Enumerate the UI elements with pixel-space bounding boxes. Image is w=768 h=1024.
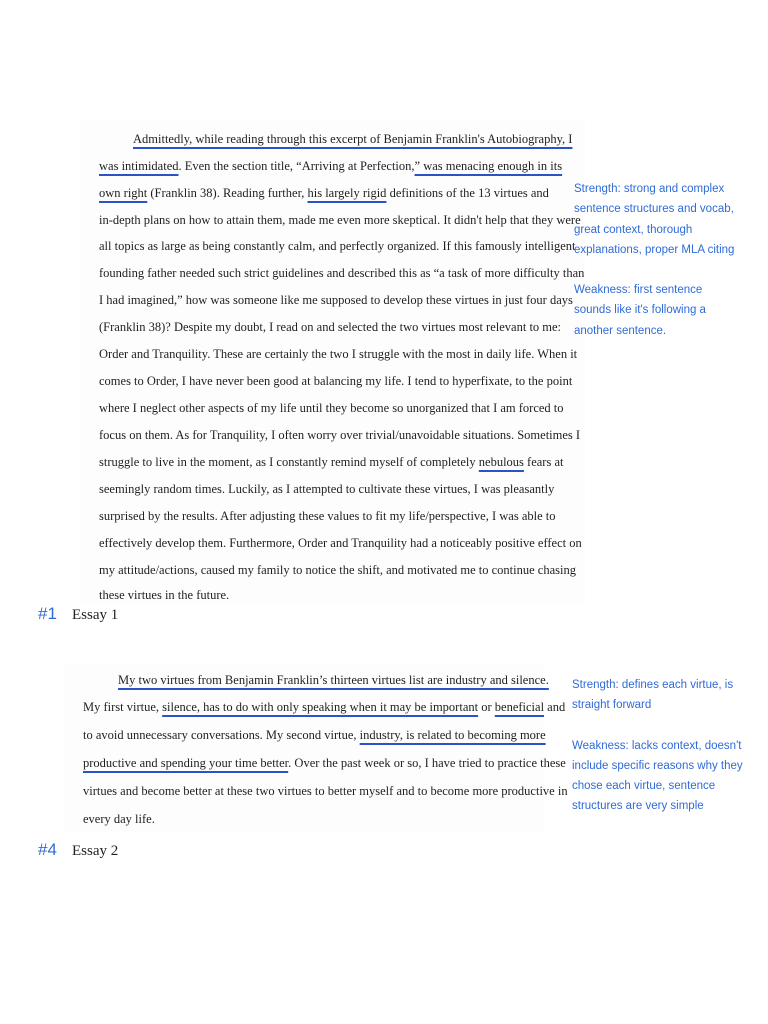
- text-segment: (Franklin 38). Reading further,: [147, 186, 308, 200]
- essay-1-feedback: [574, 179, 742, 341]
- text-segment: these virtues in the future.: [99, 588, 230, 602]
- essay-2-line: [118, 672, 549, 688]
- essay-1-line: [99, 481, 554, 497]
- essay-1-line: [99, 373, 572, 389]
- underlined-text: ” was menacing enough in its: [414, 159, 563, 173]
- essay-1-line: [99, 265, 584, 281]
- essay-1-caption: Essay 1: [72, 607, 119, 623]
- text-segment: (Franklin 38)? Despite my doubt, I read on and selected the two virtues most relevant to me:: [99, 320, 562, 334]
- text-segment: in-depth plans on how to attain them, made me even more skeptical. It didn't help that they were: [99, 213, 581, 227]
- essay-2-rank-marker: #4: [38, 840, 57, 859]
- essay-1-line: [99, 158, 562, 174]
- underlined-text: his largely rigid: [307, 186, 387, 200]
- essay-1-line: [99, 587, 229, 603]
- essay-1-line: [99, 562, 576, 578]
- essay-1-line: [99, 535, 582, 551]
- text-segment: I had imagined,” how was someone like me supposed to develop these virtues in just four days: [99, 293, 573, 307]
- text-segment: virtues and become better at these two virtues to better myself and to become more productive in: [83, 784, 568, 798]
- essay-2-line: [83, 699, 565, 715]
- essay-1-weakness: Weakness: first sentence sounds like it's following a another sentence.: [574, 284, 706, 337]
- text-segment: struggle to live in the moment, as I constantly remind myself of completely: [99, 455, 479, 469]
- essay-1-line: [99, 400, 564, 416]
- text-segment: definitions of the 13 virtues and: [386, 186, 549, 200]
- text-segment: to avoid unnecessary conversations. My second virtue,: [83, 728, 360, 742]
- essay-1-rank-marker: #1: [38, 604, 57, 623]
- text-segment: focus on them. As for Tranquility, I often worry over trivial/unavoidable situations. Sometimes I: [99, 428, 581, 442]
- essay-2-line: [83, 727, 546, 743]
- essay-2-feedback: [572, 675, 748, 817]
- text-segment: comes to Order, I have never been good at balancing my life. I tend to hyperfixate, to the point: [99, 374, 573, 388]
- essay-1-line: [99, 346, 577, 362]
- text-segment: founding father needed such strict guidelines and described this as “a task of more difficulty than: [99, 266, 585, 280]
- underlined-text: own right: [99, 186, 148, 200]
- essay-2-line: [83, 811, 155, 827]
- text-segment: my attitude/actions, caused my family to notice the shift, and motivated me to continue chasing: [99, 563, 576, 577]
- underlined-text: beneficial: [494, 700, 545, 714]
- essay-1-line: [99, 454, 563, 470]
- text-segment: surprised by the results. After adjusting these values to fit my life/perspective, I was able to: [99, 509, 556, 523]
- text-segment: effectively develop them. Furthermore, Order and Tranquility had a noticeably positive effect on: [99, 536, 582, 550]
- text-segment: . Even the section title, “Arriving at Perfection,: [178, 159, 415, 173]
- text-segment: all topics as large as being constantly calm, and perfectly organized. If this famously intelligent: [99, 239, 576, 253]
- text-segment: Order and Tranquility. These are certainly the two I struggle with the most in daily life. When it: [99, 347, 578, 361]
- text-segment: and: [544, 700, 566, 714]
- underlined-text: industry, is related to becoming more: [359, 728, 546, 742]
- text-segment: . Over the past week or so, I have tried to practice these: [288, 756, 566, 770]
- essay-1-line: [99, 185, 549, 201]
- essay-2-excerpt: [64, 663, 568, 833]
- text-segment: fears at: [523, 455, 564, 469]
- essay-1-line: [99, 319, 561, 335]
- underlined-text: My two virtues from Benjamin Franklin’s thirteen virtues list are industry and silence.: [118, 673, 549, 687]
- essay-2-line: [83, 783, 568, 799]
- text-segment: seemingly random times. Luckily, as I attempted to cultivate these virtues, I was pleasantly: [99, 482, 555, 496]
- underlined-text: Admittedly, while reading through this excerpt of Benjamin Franklin's Autobiography, I: [133, 132, 573, 146]
- essay-1-line: [99, 292, 573, 308]
- essay-1-strength: Strength: strong and complex sentence structures and vocab, great context, thorough explanations, proper MLA citing: [574, 183, 735, 256]
- text-segment: where I neglect other aspects of my life until they become so unorganized that I am forced to: [99, 401, 564, 415]
- essay-1-line: [99, 508, 555, 524]
- essay-1-line: [99, 427, 580, 443]
- underlined-text: silence, has to do with only speaking when it may be important: [162, 700, 479, 714]
- essay-1-line: [133, 131, 572, 147]
- essay-1-excerpt: [80, 120, 585, 604]
- text-segment: every day life.: [83, 812, 155, 826]
- underlined-text: nebulous: [478, 455, 524, 469]
- essay-2-line: [83, 755, 566, 771]
- underlined-text: productive and spending your time better: [83, 756, 289, 770]
- essay-1-line: [99, 238, 575, 254]
- essay-2-weakness: Weakness: lacks context, doesn't include specific reasons why they chose each virtue, sentence structures are very simple: [572, 739, 743, 813]
- essay-2-caption: Essay 2: [72, 843, 119, 859]
- text-segment: My first virtue,: [83, 700, 163, 714]
- underlined-text: was intimidated: [99, 159, 179, 173]
- text-segment: or: [478, 700, 495, 714]
- essay-2-strength: Strength: defines each virtue, is straight forward: [572, 679, 734, 712]
- essay-1-line: [99, 212, 581, 228]
